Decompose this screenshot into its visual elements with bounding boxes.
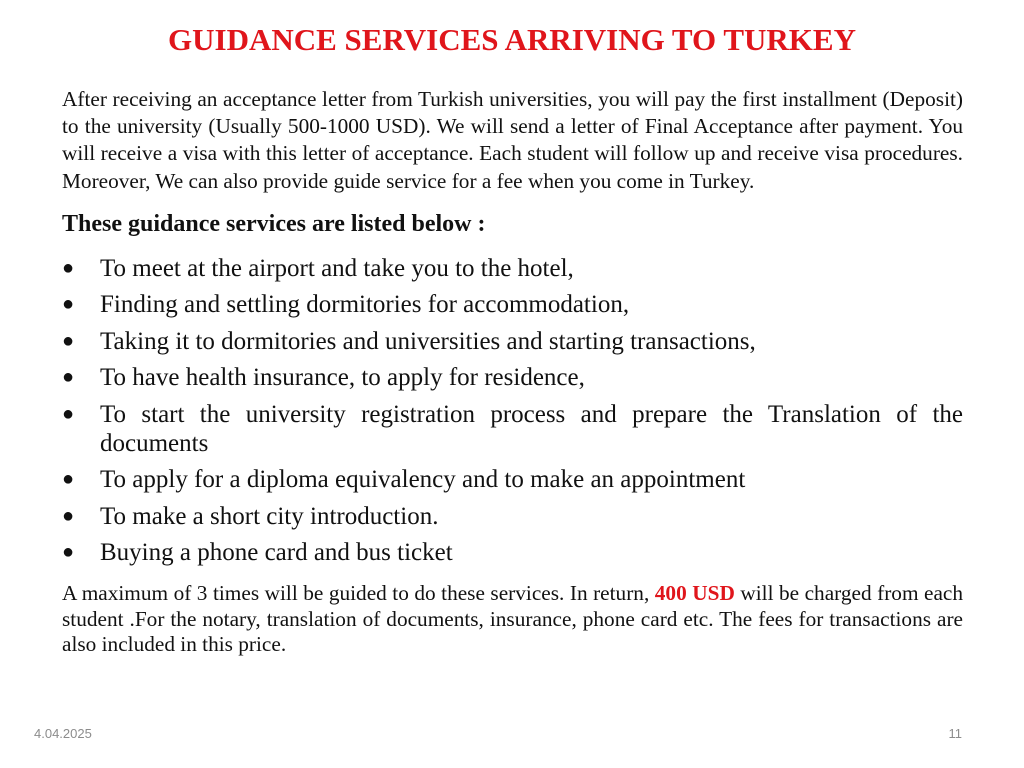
bullet-icon: ● xyxy=(62,293,75,316)
list-item xyxy=(62,290,963,319)
list-item-text: Finding and settling dormitories for accommodation, xyxy=(100,291,630,319)
bullet-icon: ● xyxy=(62,366,75,389)
bullet-icon: ● xyxy=(62,402,75,425)
list-item xyxy=(62,363,963,392)
list-item xyxy=(62,465,963,494)
list-item-text: Taking it to dormitories and universities and starting transactions, xyxy=(100,327,756,355)
closing-text-before: A maximum of 3 times will be guided to do these services. In return, xyxy=(62,581,650,606)
page-title: GUIDANCE SERVICES ARRIVING TO TURKEY xyxy=(168,22,856,57)
list-heading: These guidance services are listed below : xyxy=(62,210,486,237)
price-highlight: 400 USD xyxy=(654,581,735,606)
bullet-icon: ● xyxy=(62,256,75,279)
list-item-text: To apply for a diploma equivalency and to make an appointment xyxy=(100,466,746,494)
list-item xyxy=(62,254,963,283)
services-list xyxy=(62,254,963,568)
list-item-text: To have health insurance, to apply for residence, xyxy=(100,364,585,392)
list-item-text: To meet at the airport and take you to the hotel, xyxy=(100,254,574,282)
page-number: 11 xyxy=(948,726,962,741)
list-item xyxy=(62,400,963,458)
list-item xyxy=(62,538,963,567)
bullet-icon: ● xyxy=(62,329,75,352)
bullet-icon: ● xyxy=(62,468,75,491)
footer-date: 4.04.2025 xyxy=(34,726,92,741)
list-item xyxy=(62,327,963,356)
bullet-icon: ● xyxy=(62,504,75,527)
list-item-text: To start the university registration process and prepare the Translation of the documents xyxy=(100,400,963,457)
intro-paragraph: After receiving an acceptance letter from Turkish universities, you will pay the first installment (Deposit) to the university (Usually 500-1000 USD). We will send a letter of Final Acceptance after payment. You will receive a visa with this letter of acceptance. Each student will follow up and receive visa procedures. Moreover, We can also provide guide service for a fee when you come in Turkey. xyxy=(62,87,963,193)
bullet-icon: ● xyxy=(62,541,75,564)
closing-paragraph xyxy=(62,581,963,658)
list-item-text: Buying a phone card and bus ticket xyxy=(100,539,453,567)
list-item xyxy=(62,502,963,531)
slide-content xyxy=(62,86,963,658)
closing-text-after: will be charged from each student .For the notary, translation of documents, insurance, phone card etc. The fees for transactions are also included in this price. xyxy=(62,581,964,657)
list-item-text: To make a short city introduction. xyxy=(100,502,439,530)
